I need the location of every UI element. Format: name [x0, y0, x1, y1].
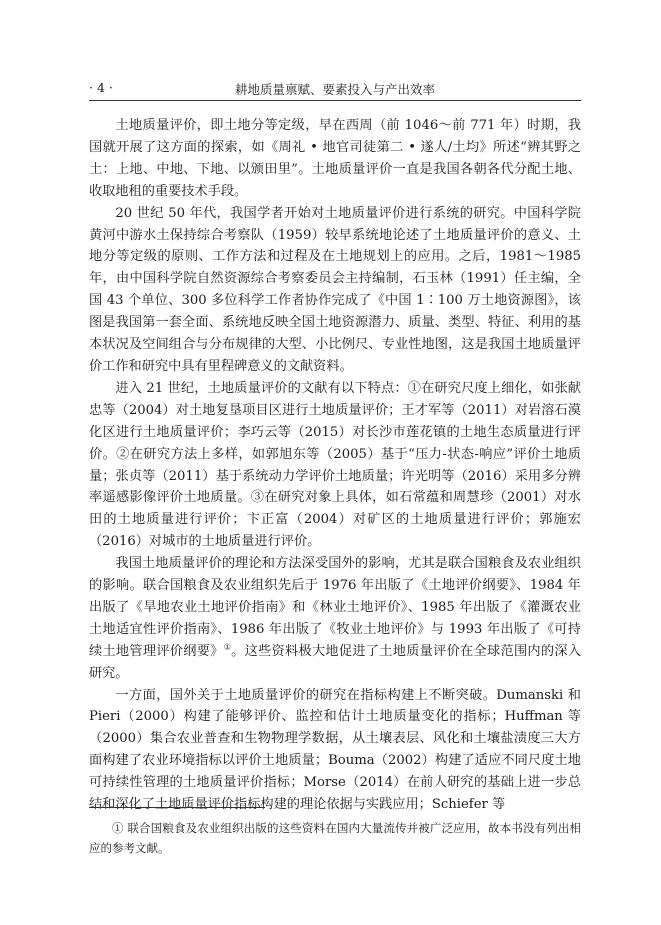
paragraph-4: [89, 553, 581, 684]
page-number: · 4 ·: [89, 80, 113, 95]
footnote-divider: [89, 807, 265, 808]
footnote: [89, 818, 581, 858]
paragraph-4-text: 我国土地质量评价的理论和方法深受国外的影响，尤其是联合国粮食及农业组织的影响。联合国粮食及农业组织先后于 1976 年出版了《土地评价纲要》、1984 年出版了《旱地农业土地评价指南》和《林业土地评价》、1985 年出版了《灌溉农业土地适宜性评价指南》、1986 年出版了《牧业土地评价》与 1993 年出版了《可持续土地管理评价纲要》: [89, 556, 581, 659]
paragraph-4-text-end: 。这些资料极大地促进了土地质量评价在全球范围内的深入研究。: [89, 643, 582, 681]
paragraph-3: 进入 21 世纪，土地质量评价的文献有以下特点：①在研究尺度上细化，如张献忠等（2004）对土地复垦项目区进行土地质量评价；王才军等（2011）对岩溶石漠化区进行土地质量评价；李巧云等（2015）对长沙市莲花镇的土地生态质量进行评价。②在研究方法上多样，如郭旭东等（2005）基于“压力-状态-响应”评价土地质量；张贞等（2011）基于系统动力学评价土地质量；许光明等（2016）采用多分辨率遥感影像评价土地质量。③在研究对象上具体，如石常蕴和周慧珍（2001）对水田的土地质量进行评价；卞正富（2004）对矿区的土地质量进行评价；郭施宏（2016）对城市的土地质量进行评价。: [89, 380, 581, 550]
running-header: [89, 78, 581, 101]
body-text: [89, 115, 581, 816]
footnote-text: ① 联合国粮食及农业组织出版的这些资料在国内大量流传并被广泛应用，故本书没有列出相应的参考文献。: [89, 821, 581, 855]
footnote-reference[interactable]: ①: [223, 642, 232, 652]
paragraph-2: 20 世纪 50 年代，我国学者开始对土地质量评价进行系统的研究。中国科学院黄河中游水土保持综合考察队（1959）较早系统地论述了土地质量评价的意义、土地分等定级的原则、工作方法和过程及在土地规划上的应用。之后，1981～1985 年，由中国科学院自然资源综合考察委员会主持编制，石玉林（1991）任主编，全国 43 个单位、300 多位科学工作者协作完成了《中国 1∶100 万土地资源图》，该图是我国第一套全面、系统地反映全国土地资源潜力、质量、类型、特征、利用的基本状况及空间组合与分布规律的大型、小比例尺、专业性地图，这是我国土地质量评价工作和研究中具有里程碑意义的文献资料。: [89, 205, 581, 374]
paragraph-5: 一方面，国外关于土地质量评价的研究在指标构建上不断突破。Dumanski 和 Pieri（2000）构建了能够评价、监控和估计土地质量变化的指标；Huffman 等（2000）集合农业普查和生物物理学数据，从土壤表层、风化和土壤盐渍度三大方面构建了农业环境指标以评价土地质量；Bouma（2002）构建了适应不同尺度土地可持续性管理的土地质量评价指标；Morse（2014）在前人研究的基础上进一步总结和深化了土地质量评价指标构建的理论依据与实践应用；Schiefer 等: [89, 687, 581, 813]
paragraph-1: 土地质量评价，即土地分等定级，早在西周（前 1046～前 771 年）时期，我国就开展了这方面的探索，如《周礼 • 地官司徒第二 • 遂人/土均》所述“辨其野之土：上地、中地、下地、以颁田里”。土地质量评价一直是我国各朝各代分配土地、收取地租的重要技术手段。: [89, 118, 581, 199]
running-title: 耕地质量禀赋、要素投入与产出效率: [234, 82, 435, 97]
